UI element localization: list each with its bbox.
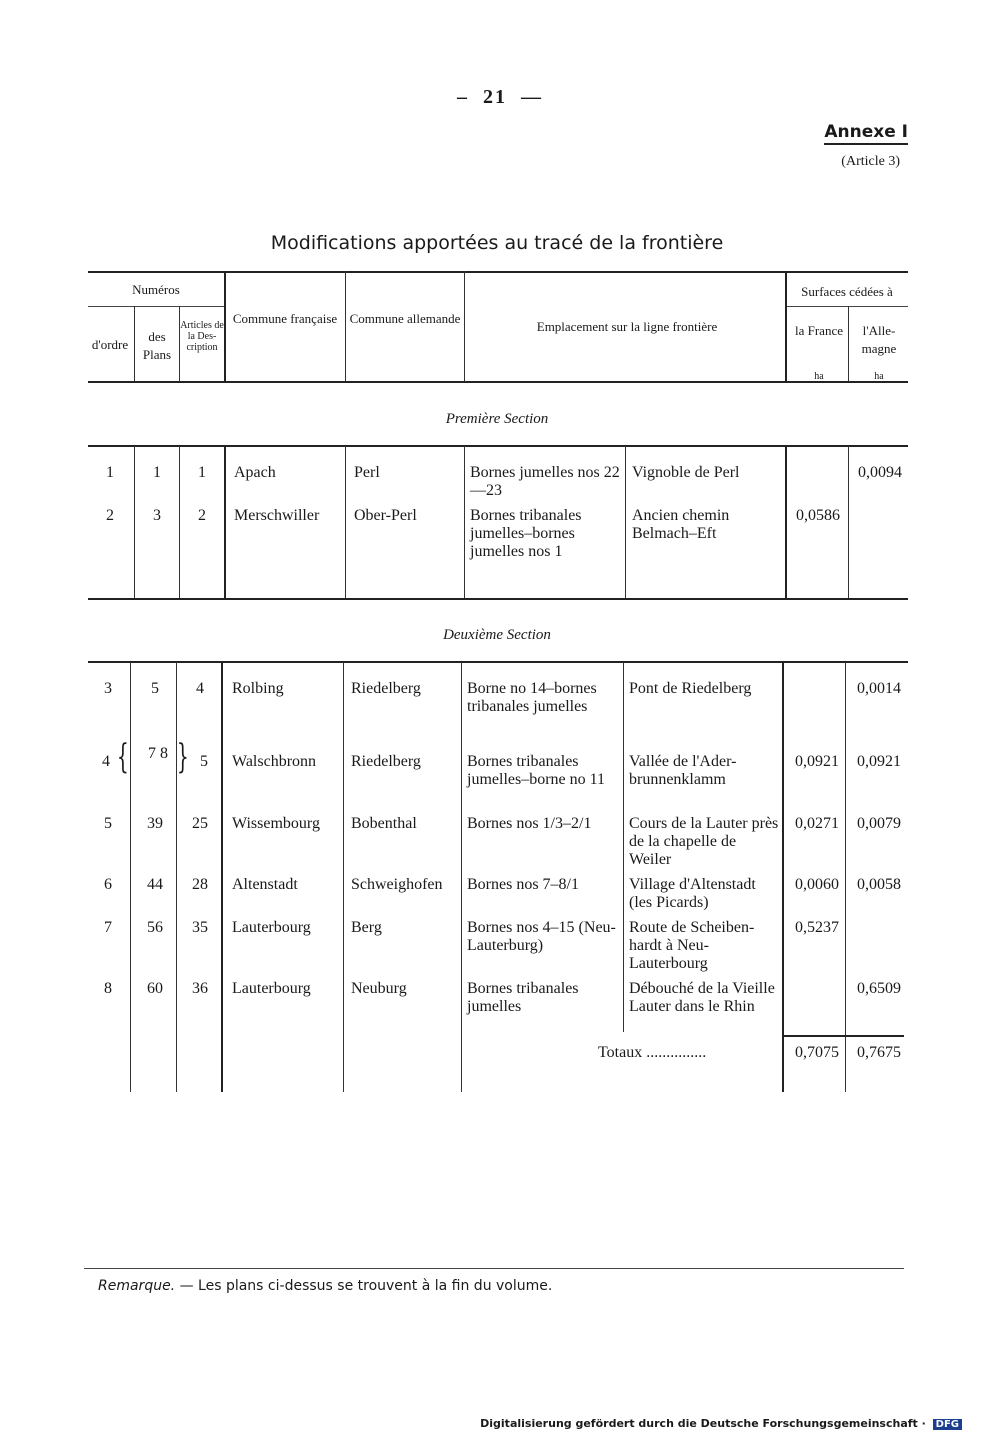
right-brace-icon: } <box>176 737 189 777</box>
column-divider <box>179 446 180 598</box>
cell-lieu: Débouché de la Vieille Lauter dans le Rhin <box>629 980 775 1015</box>
remark-rule <box>84 1268 904 1269</box>
cell-plans: 39 <box>147 815 163 832</box>
numeros-rule <box>88 306 224 307</box>
header-surfaces: Surfaces cédées à <box>801 284 893 299</box>
cell-lieu: Route de Scheiben-hardt à Neu-Lauterbourg <box>629 919 755 972</box>
cell-commune-allemande: Riedelberg <box>351 753 421 770</box>
unit-france: ha <box>814 371 824 382</box>
cell-articles: 36 <box>192 980 208 997</box>
header-plans: des Plans <box>142 329 172 362</box>
cell-articles: 2 <box>198 507 206 524</box>
cell-commune-francaise: Altenstadt <box>232 876 298 893</box>
cell-plans: 1 <box>153 464 161 481</box>
cell-plans: 60 <box>147 980 163 997</box>
totals-label: Totaux ............... <box>598 1044 707 1061</box>
surfaces-rule <box>786 306 908 307</box>
cell-commune-allemande: Schweighofen <box>351 876 443 893</box>
cell-ordre: 8 <box>104 980 112 997</box>
section-title-2: Deuxième Section <box>443 627 551 643</box>
cell-allemagne: 0,0079 <box>857 815 901 832</box>
remark-label: Remarque. <box>98 1278 176 1294</box>
cell-articles: 5 <box>200 753 208 770</box>
cell-commune-francaise: Lauterbourg <box>232 919 311 936</box>
cell-articles: 28 <box>192 876 208 893</box>
left-brace-icon: { <box>116 737 129 777</box>
column-divider <box>221 662 223 1092</box>
cell-bornes: Bornes jumelles nos 22—23 <box>470 464 620 499</box>
cell-commune-francaise: Merschwiller <box>234 507 320 524</box>
cell-lieu: Cours de la Lauter près de la chapelle de Weiler <box>629 815 779 868</box>
unit-allemagne: ha <box>874 371 884 382</box>
section-title-1: Première Section <box>445 411 549 427</box>
footer: Digitalisierung gefördert durch die Deutsche Forschungsgemeinschaft · DFG <box>480 1417 962 1430</box>
remark-text: — Les plans ci-dessus se trouvent à la fin du volume. <box>175 1278 553 1294</box>
cell-commune-francaise: Wissembourg <box>232 815 320 832</box>
cell-commune-allemande: Riedelberg <box>351 680 421 697</box>
column-divider <box>848 446 849 598</box>
header-commune-allemande: Commune allemande <box>349 311 461 326</box>
cell-ordre: 4 <box>102 753 110 770</box>
cell-commune-francaise: Lauterbourg <box>232 980 311 997</box>
cell-france: 0,0586 <box>796 507 840 524</box>
cell-commune-allemande: Perl <box>354 464 380 481</box>
totals-allemagne: 0,7675 <box>857 1044 901 1061</box>
cell-commune-francaise: Rolbing <box>232 680 284 697</box>
column-divider <box>343 662 344 1092</box>
cell-commune-francaise: Apach <box>234 464 276 481</box>
section-1-bottom-rule <box>88 598 908 600</box>
cell-bornes: Bornes tribanales jumelles–bornes jumelles nos 1 <box>470 507 582 560</box>
header-france: la France <box>794 323 843 338</box>
column-divider <box>785 446 787 598</box>
cell-plans: 3 <box>153 507 161 524</box>
cell-commune-allemande: Neuburg <box>351 980 407 997</box>
cell-lieu: Vignoble de Perl <box>632 464 740 481</box>
cell-allemagne: 0,0094 <box>858 464 902 481</box>
remark <box>98 1278 552 1294</box>
header-emplacement: Emplacement sur la ligne frontière <box>536 319 718 334</box>
header-ordre: d'ordre <box>91 337 129 352</box>
cell-allemagne: 0,0921 <box>857 753 901 770</box>
cell-ordre: 6 <box>104 876 112 893</box>
section-2-top-rule <box>88 661 908 663</box>
cell-plans: 5 <box>151 680 159 697</box>
cell-plans: 7 8 <box>148 745 168 762</box>
column-divider <box>845 662 846 1092</box>
cell-bornes: Bornes tribanales jumelles–borne no 11 <box>467 753 606 788</box>
cell-france: 0,0921 <box>795 753 839 770</box>
column-divider <box>782 662 784 1092</box>
column-divider <box>625 446 626 598</box>
column-divider <box>461 662 462 1092</box>
cell-bornes: Borne no 14–bornes tribanales jumelles <box>467 680 597 715</box>
totals-rule <box>782 1035 904 1037</box>
cell-lieu: Ancien chemin Belmach–Eft <box>632 507 730 542</box>
column-divider <box>176 662 177 1092</box>
cell-articles: 4 <box>196 680 204 697</box>
header-divider <box>345 271 346 381</box>
cell-ordre: 2 <box>106 507 114 524</box>
cell-commune-allemande: Berg <box>351 919 382 936</box>
column-divider <box>345 446 346 598</box>
cell-bornes: Bornes nos 7–8/1 <box>467 876 579 893</box>
cell-articles: 35 <box>192 919 208 936</box>
cell-allemagne: 0,0058 <box>857 876 901 893</box>
cell-lieu: Village d'Altenstadt (les Picards) <box>629 876 756 911</box>
cell-articles: 25 <box>192 815 208 832</box>
totals-france: 0,7075 <box>795 1044 839 1061</box>
cell-ordre: 3 <box>104 680 112 697</box>
dfg-logo-icon: DFG <box>933 1419 962 1430</box>
cell-ordre: 5 <box>104 815 112 832</box>
header-commune-francaise: Commune française <box>232 311 338 326</box>
cell-bornes: Bornes nos 4–15 (Neu-Lauterburg) <box>467 919 616 954</box>
cell-commune-francaise: Walschbronn <box>232 753 317 770</box>
footer-text: Digitalisierung gefördert durch die Deutsche Forschungsgemeinschaft <box>480 1417 918 1430</box>
header-divider <box>848 306 849 381</box>
cell-commune-allemande: Bobenthal <box>351 815 417 832</box>
column-divider <box>224 446 226 598</box>
page-number: – 21 — <box>457 86 543 108</box>
cell-allemagne: 0,6509 <box>857 980 901 997</box>
annex-title: Annexe I <box>824 122 908 145</box>
column-divider <box>464 446 465 598</box>
cell-ordre: 1 <box>106 464 114 481</box>
header-allemagne: l'Alle-magne <box>861 323 897 356</box>
cell-articles: 1 <box>198 464 206 481</box>
cell-bornes: Bornes tribanales jumelles <box>467 980 579 1015</box>
annex-subtitle: (Article 3) <box>841 154 900 169</box>
cell-france: 0,0271 <box>795 815 839 832</box>
header-bottom-rule <box>88 381 908 383</box>
cell-france: 0,0060 <box>795 876 839 893</box>
cell-commune-allemande: Ober-Perl <box>354 507 417 524</box>
cell-lieu: Pont de Riedelberg <box>629 680 752 697</box>
totals-label-text: Totaux <box>598 1044 643 1061</box>
page-number-value: 21 <box>483 86 507 108</box>
document-title: Modifications apportées au tracé de la frontière <box>270 232 724 254</box>
column-divider <box>134 446 135 598</box>
column-divider <box>130 662 131 1092</box>
header-numeros: Numéros <box>132 282 180 297</box>
cell-ordre: 7 <box>104 919 112 936</box>
cell-lieu: Vallée de l'Ader-brunnenklamm <box>629 753 737 788</box>
header-divider <box>134 306 135 381</box>
header-divider <box>224 271 226 381</box>
cell-allemagne: 0,0014 <box>857 680 901 697</box>
column-divider <box>623 662 624 1032</box>
cell-france: 0,5237 <box>795 919 839 936</box>
header-articles: Articles de la Des-cription <box>180 320 224 353</box>
header-divider <box>464 271 465 381</box>
cell-plans: 44 <box>147 876 163 893</box>
cell-plans: 56 <box>147 919 163 936</box>
cell-bornes: Bornes nos 1/3–2/1 <box>467 815 592 832</box>
